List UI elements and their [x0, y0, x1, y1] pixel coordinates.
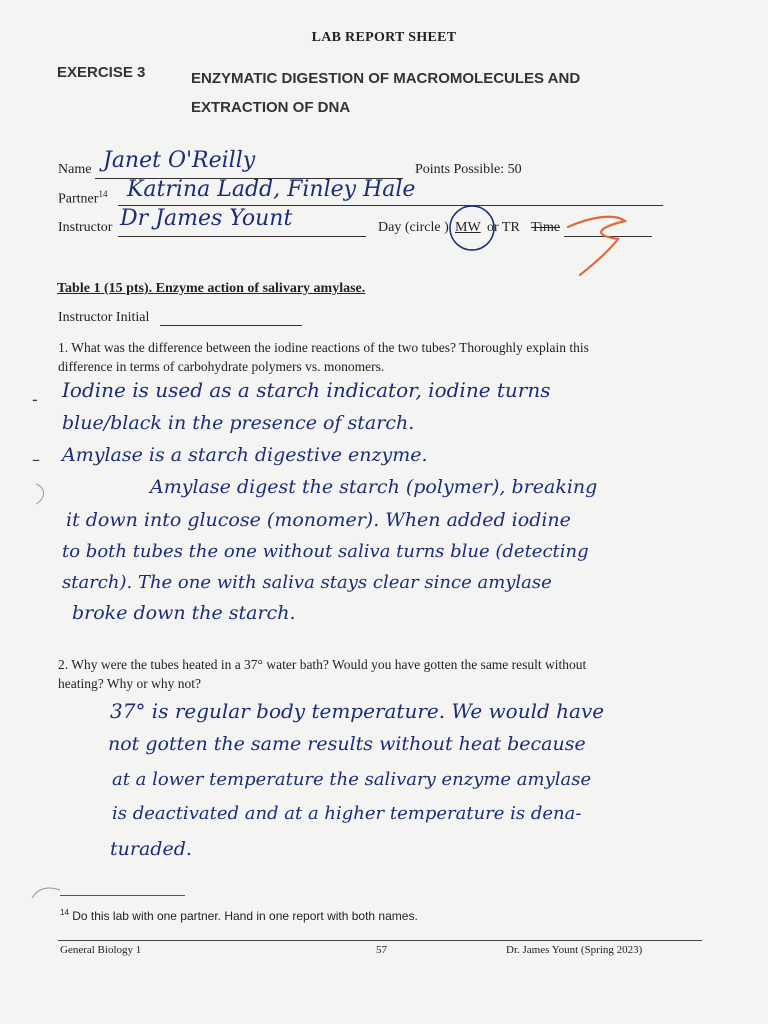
- answer-bullet-2: –: [32, 450, 40, 469]
- points-possible: Points Possible: 50: [415, 162, 522, 177]
- q1-answer-line[interactable]: to both tubes the one without saliva turns blue (detecting: [62, 541, 589, 562]
- q1-line1: 1. What was the difference between the iodine reactions of the two tubes? Thoroughly explain this: [58, 340, 589, 355]
- day-option-mw[interactable]: MW: [455, 220, 481, 235]
- footer-course: General Biology 1: [60, 944, 142, 956]
- partner-footnote-ref: 14: [98, 189, 108, 199]
- name-label: Name: [58, 162, 92, 177]
- q2-answer-line[interactable]: not gotten the same results without heat because: [108, 733, 586, 755]
- q1-answer-line[interactable]: it down into glucose (monomer). When added iodine: [66, 509, 571, 531]
- q1-answer-line[interactable]: Amylase digest the starch (polymer), breaking: [150, 476, 598, 498]
- footer-rule: [58, 940, 702, 941]
- name-field[interactable]: Janet O'Reilly: [103, 148, 256, 173]
- margin-mark: [26, 878, 66, 908]
- q1-text: [58, 338, 589, 376]
- day-option-tr[interactable]: or TR: [487, 220, 520, 235]
- q1-answer-line[interactable]: starch). The one with saliva stays clear since amylase: [62, 572, 552, 593]
- partner-label-text: Partner: [58, 191, 99, 207]
- day-circle-mark: [440, 205, 640, 285]
- footer-author: Dr. James Yount (Spring 2023): [506, 944, 643, 956]
- q1-answer-line[interactable]: broke down the starch.: [72, 602, 296, 624]
- footnote-sup: 14: [60, 908, 69, 917]
- q1-answer-line[interactable]: Amylase is a starch digestive enzyme.: [62, 444, 428, 466]
- q2-line1: 2. Why were the tubes heated in a 37° water bath? Would you have gotten the same result without: [58, 657, 587, 672]
- footnote-rule: [60, 895, 185, 896]
- instructor-line: [118, 236, 366, 237]
- q2-answer-line[interactable]: at a lower temperature the salivary enzyme amylase: [112, 769, 592, 790]
- q2-line2: heating? Why or why not?: [58, 676, 201, 691]
- partner-field[interactable]: Katrina Ladd, Finley Hale: [127, 177, 416, 202]
- q1-line2: difference in terms of carbohydrate polymers vs. monomers.: [58, 359, 385, 374]
- margin-mark: [26, 478, 56, 508]
- day-label: Day (circle ): [378, 220, 449, 235]
- q2-text: [58, 655, 586, 693]
- table1-title: Table 1 (15 pts). Enzyme action of salivary amylase.: [57, 281, 366, 296]
- exercise-number: EXERCISE 3: [57, 64, 146, 81]
- exercise-title-line2: EXTRACTION OF DNA: [191, 99, 351, 116]
- instructor-initial-line: [160, 325, 302, 326]
- time-label: Time: [531, 220, 561, 235]
- q2-answer-line[interactable]: turaded.: [110, 838, 192, 860]
- q2-answer-line[interactable]: 37° is regular body temperature. We would have: [110, 699, 605, 723]
- mw-circle: [450, 206, 494, 250]
- q2-answer-line[interactable]: is deactivated and at a higher temperature is dena-: [112, 803, 582, 824]
- instructor-initial-label: Instructor Initial: [58, 310, 150, 325]
- sheet-title: LAB REPORT SHEET: [311, 30, 457, 45]
- q1-answer-line[interactable]: blue/black in the presence of starch.: [62, 412, 415, 434]
- footnote-text: Do this lab with one partner. Hand in one report with both names.: [72, 909, 418, 923]
- exercise-title-line1: ENZYMATIC DIGESTION OF MACROMOLECULES AND: [191, 70, 581, 87]
- footnote: [60, 908, 418, 923]
- instructor-label: Instructor: [58, 220, 113, 235]
- footer-page-number: 57: [376, 944, 387, 956]
- exercise-title: [191, 64, 671, 122]
- orange-scribble: [568, 217, 625, 275]
- partner-label: [58, 189, 107, 208]
- instructor-field[interactable]: Dr James Yount: [120, 206, 293, 231]
- answer-bullet-1: -: [32, 390, 38, 409]
- q1-answer-line[interactable]: Iodine is used as a starch indicator, iodine turns: [62, 378, 551, 402]
